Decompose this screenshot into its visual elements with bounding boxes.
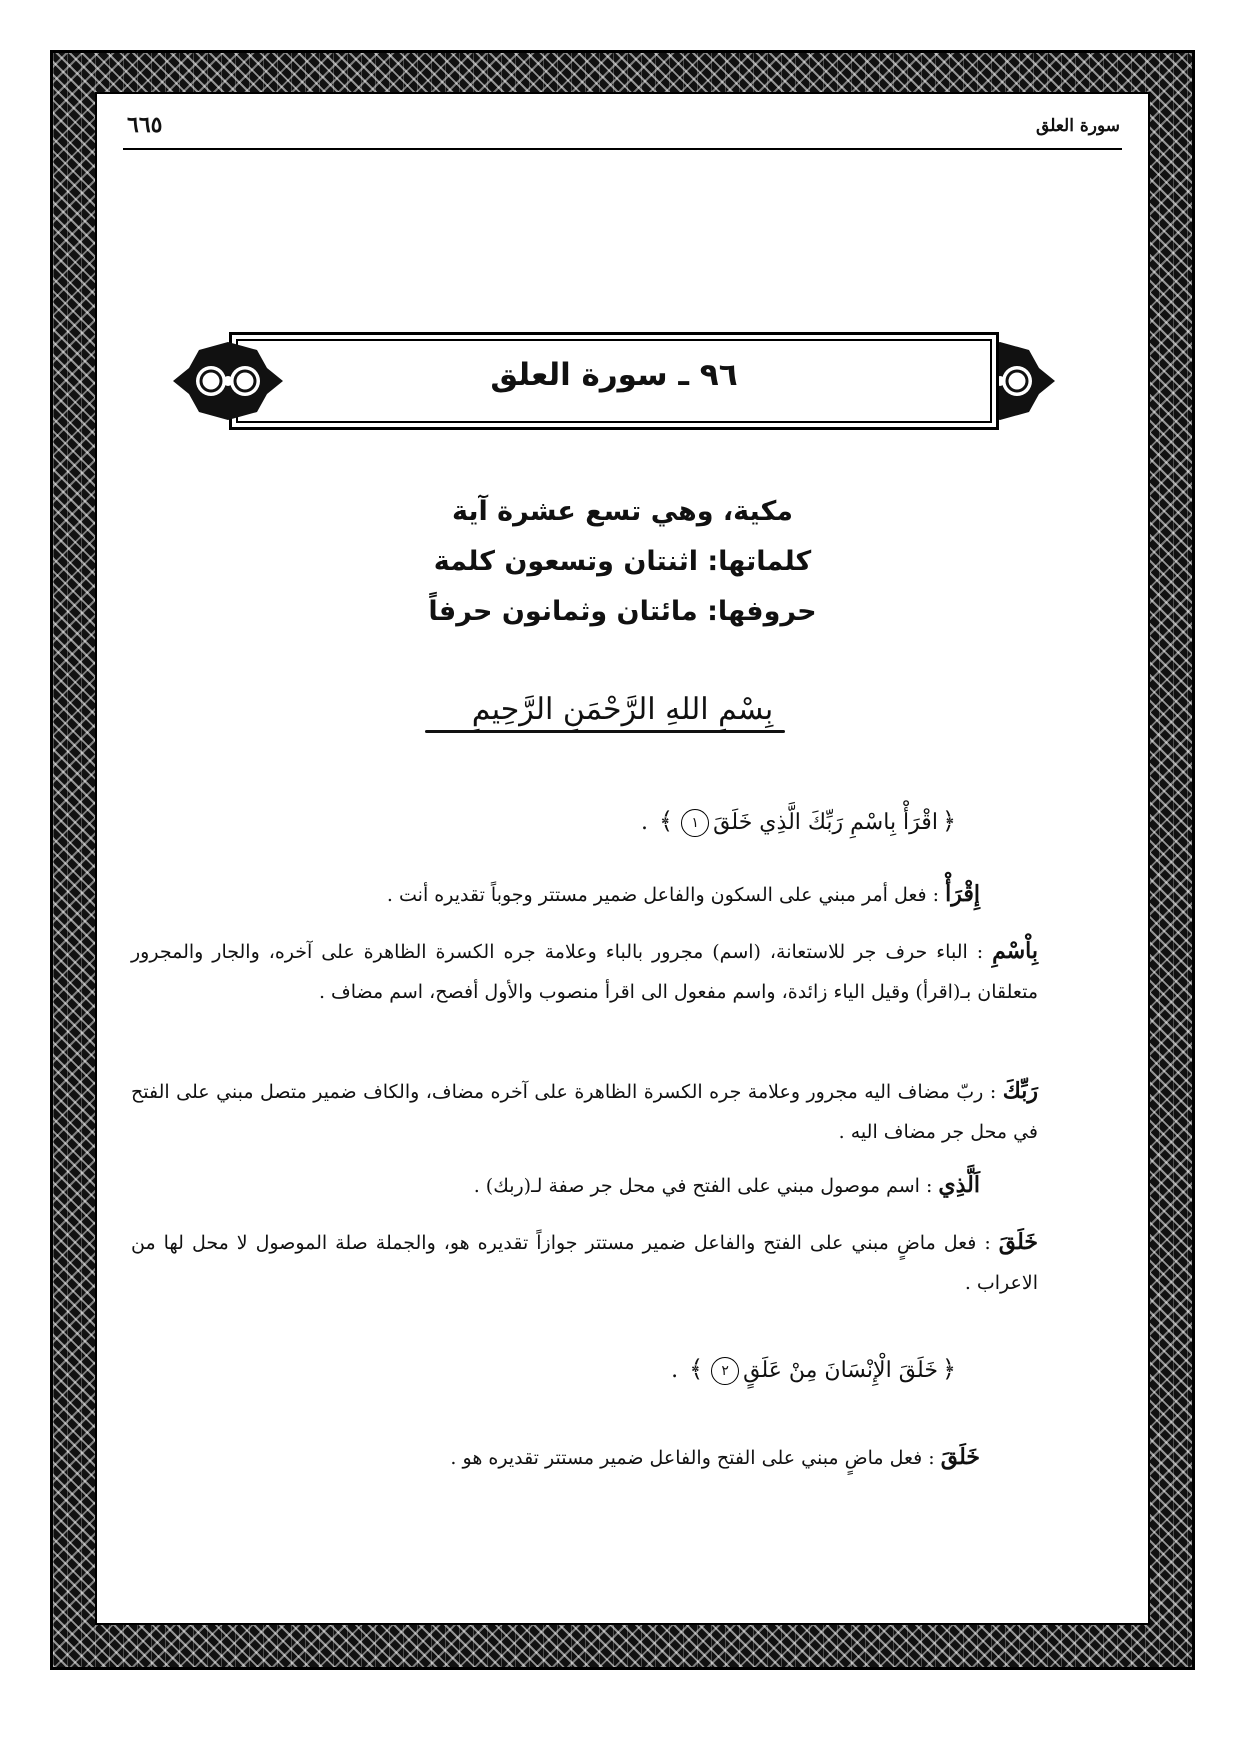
ayah-number: ٢ <box>711 1357 739 1385</box>
entry-paragraph <box>131 1222 1038 1303</box>
surah-banner <box>169 332 1059 430</box>
running-title: سورة العلق <box>1036 116 1120 136</box>
entry-paragraph <box>131 874 980 915</box>
entry-term: خَلَقَ <box>940 1444 980 1470</box>
verse-end: . <box>641 810 649 835</box>
verse-text: خَلَقَ الْإِنْسَانَ مِنْ عَلَقٍ <box>743 1358 938 1383</box>
verse-text: اقْرَأْ بِاسْمِ رَبِّكَ الَّذِي خَلَقَ <box>713 810 938 835</box>
verse-end: . <box>671 1358 679 1383</box>
page-number: ٦٦٥ <box>127 112 163 138</box>
entry-text: : اسم موصول مبني على الفتح في محل جر صفة لـ(ربك) . <box>473 1175 933 1197</box>
medallion-ornament-icon <box>169 338 287 424</box>
verse-2 <box>671 1355 960 1385</box>
entry-paragraph <box>131 1071 1038 1152</box>
intro-word-count: كلماتها: اثنتان وتسعون كلمة <box>433 546 812 577</box>
verse-close-bracket: ﴾ <box>689 1355 704 1383</box>
basmala: بِسْمِ اللهِ الرَّحْمَنِ الرَّحِيمِ <box>471 692 774 727</box>
page-content <box>95 92 1150 1625</box>
entry-term: إِقْرَأْ <box>945 881 980 907</box>
entry-paragraph <box>131 1437 980 1478</box>
entry-text: : ربّ مضاف اليه مجرور وعلامة جره الكسرة الظاهرة على آخره مضاف، والكاف ضمير متصل مبني على الفتح في محل جر مضاف اليه . <box>131 1081 1038 1143</box>
entry-text: : فعل أمر مبني على السكون والفاعل ضمير مستتر وجوباً تقديره أنت . <box>386 884 940 906</box>
verse-open-bracket: ﴿ <box>941 1355 956 1383</box>
verse-open-bracket: ﴿ <box>941 807 956 835</box>
banner-frame <box>229 332 999 430</box>
entry-text: : فعل ماضٍ مبني على الفتح والفاعل ضمير مستتر تقديره هو . <box>450 1447 935 1469</box>
entry-paragraph <box>131 931 1038 1012</box>
verse-close-bracket: ﴾ <box>659 807 674 835</box>
intro-revelation: مكية، وهي تسع عشرة آية <box>452 496 793 527</box>
surah-intro <box>95 487 1150 637</box>
entry-text: : فعل ماضٍ مبني على الفتح والفاعل ضمير مستتر جوازاً تقديره هو، والجملة صلة الموصول لا محل لها من الاعراب . <box>131 1232 1038 1294</box>
entry-term: خَلَقَ <box>998 1229 1038 1255</box>
intro-letter-count: حروفها: مائتان وثمانون حرفاً <box>428 596 817 627</box>
entry-paragraph <box>131 1165 980 1206</box>
entry-text: : الباء حرف جر للاستعانة، (اسم) مجرور بالباء وعلامة جره الكسرة الظاهرة على آخره، والجار والمجرور متعلقان بـ(اقرأ) وقيل الياء زائدة، واسم مفعول الى اقرأ منصوب والأول أفصح، اسم مضاف . <box>131 941 1038 1003</box>
entry-term: اَلَّذِي <box>938 1172 980 1198</box>
ayah-number: ١ <box>681 809 709 837</box>
entry-term: بِاْسْمِ <box>992 938 1038 964</box>
surah-title: ٩٦ ـ سورة العلق <box>490 357 738 393</box>
basmala-underline <box>425 730 785 733</box>
running-header <box>123 112 1122 150</box>
entry-term: رَبِّكَ <box>1002 1078 1038 1104</box>
verse-1 <box>641 807 960 837</box>
